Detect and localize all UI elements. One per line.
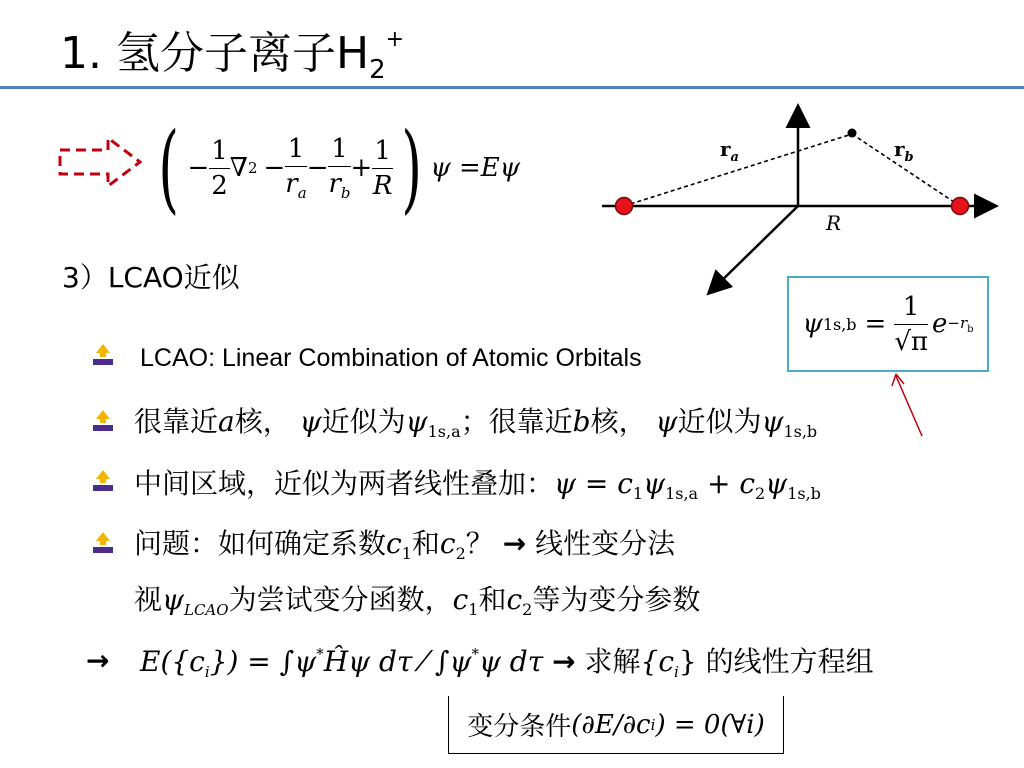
half-fraction: $\frac{1}{2}$ xyxy=(211,135,228,201)
middle-region-item: 中间区域，近似为两者线性叠加：$\psi = c_1\psi_{1s,a} + c_2\psi_{1s,b}$ xyxy=(134,467,821,503)
rb-vector xyxy=(852,134,960,206)
ra-label: $r_a$ xyxy=(720,137,739,165)
energy-functional-item: $E(\{c_i\})$ = ∫ψ*Ĥψ dτ ⁄ ∫ψ*ψ dτ → 求解$\{c_i\}$ 的线性方程组 xyxy=(140,645,874,681)
right-arrow-icon: → xyxy=(552,645,576,678)
near-nucleus-item: 很靠近a核， ψ近似为$\psi_{1s,a}$；很靠近b核， ψ近似为$\psi_{1s,b}$ xyxy=(134,405,818,441)
rb-label: $r_b$ xyxy=(894,137,914,165)
y-axis xyxy=(710,206,798,292)
title-text: 1. 氢分子离子H xyxy=(60,28,370,79)
bullet-icon xyxy=(90,530,116,556)
rb-fraction: $\frac{1}{r_b}$ xyxy=(328,134,351,202)
dashed-arrow-icon xyxy=(56,134,146,190)
bullet-icon xyxy=(90,408,116,434)
question-item: 问题：如何确定系数$c_1$和$c_2$？ → 线性变分法 xyxy=(134,527,676,563)
variational-condition-box: 变分条件 (∂E/∂c i ) = 0(∀i) xyxy=(448,696,784,754)
section-heading: 3）LCAO近似 xyxy=(62,261,240,294)
equation-rhs: ψ =Eψ xyxy=(430,153,521,183)
ra-fraction: $\frac{1}{r_a}$ xyxy=(285,134,307,202)
nucleus-a xyxy=(616,198,633,215)
lcao-definition: LCAO: Linear Combination of Atomic Orbitals xyxy=(140,344,642,372)
R-label: R xyxy=(826,211,842,235)
R-fraction: $\frac{1}{R}$ xyxy=(372,135,393,201)
title-superscript: + xyxy=(385,27,405,52)
right-arrow-icon: → xyxy=(502,527,527,560)
trial-function-item: 视$\psi_{LCAO}$为尝试变分函数，$c_1$和$c_2$等为变分参数 xyxy=(134,583,701,619)
h2-ion-coordinate-diagram xyxy=(590,96,1010,306)
wavefunction-box: ψ 1s,b = $\frac{1}{√\pi}$ e $-r_b$ xyxy=(787,276,989,372)
title-subscript: 2 xyxy=(369,55,386,85)
title-underline xyxy=(0,86,1024,89)
bullet-icon xyxy=(90,468,116,494)
nucleus-b xyxy=(952,198,969,215)
ra-vector xyxy=(624,134,852,206)
electron-dot xyxy=(848,129,857,138)
right-arrow-icon: → xyxy=(86,644,110,677)
schrodinger-equation: ( − $\frac{1}{2}$ ∇ 2 − $\frac{1}{r_a}$ − $\frac{1}{r_b}$ + $\frac{1}{R}$ ) ψ =Eψ xyxy=(158,112,521,224)
nabla-symbol: ∇ xyxy=(229,153,248,183)
pointer-line xyxy=(880,370,940,440)
bullet-icon xyxy=(90,342,116,368)
